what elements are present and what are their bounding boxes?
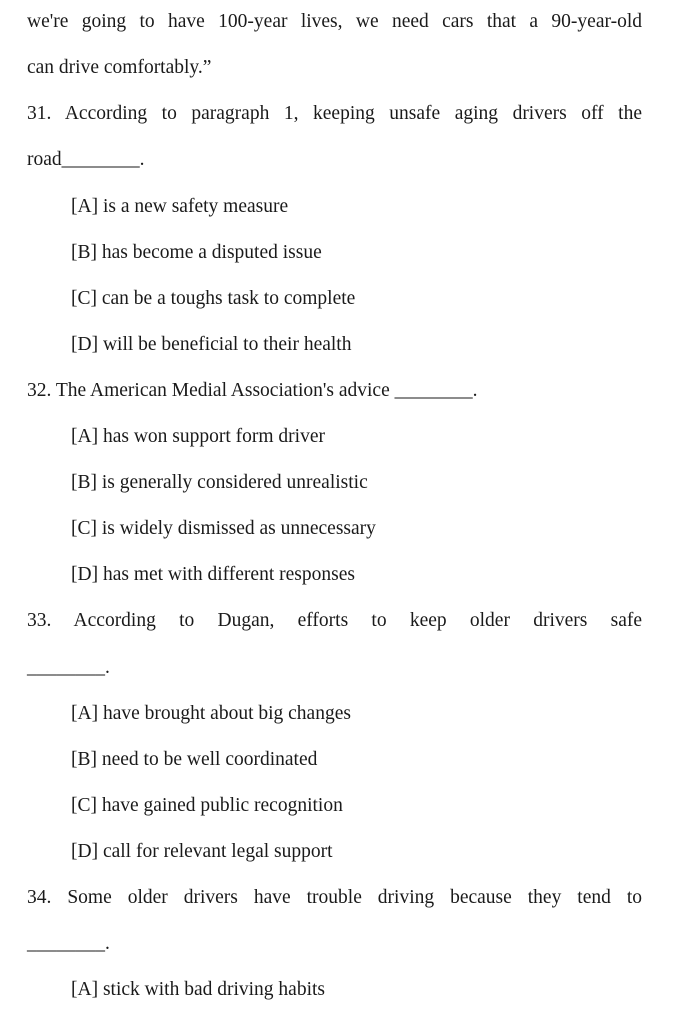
question-33-option-b: [B] need to be well coordinated: [71, 749, 318, 770]
question-33-stem-cont: ________.: [27, 657, 110, 678]
question-34-stem-cont: ________.: [27, 933, 110, 954]
question-33-option-c: [C] have gained public recognition: [71, 795, 343, 816]
question-31-option-b: [B] has become a disputed issue: [71, 242, 322, 263]
question-31-stem-cont: road________.: [27, 149, 145, 170]
question-32-option-c: [C] is widely dismissed as unnecessary: [71, 518, 376, 539]
question-34-stem: 34. Some older drivers have trouble driving because they tend to: [27, 887, 642, 908]
question-32-stem: 32. The American Medial Association's advice ________.: [27, 380, 478, 401]
question-32-option-b: [B] is generally considered unrealistic: [71, 472, 368, 493]
passage-line: can drive comfortably.”: [27, 57, 212, 78]
question-34-option-a: [A] stick with bad driving habits: [71, 979, 326, 1000]
question-31-option-c: [C] can be a toughs task to complete: [71, 288, 356, 309]
question-31-stem: 31. According to paragraph 1, keeping unsafe aging drivers off the: [27, 103, 642, 124]
question-32-option-a: [A] has won support form driver: [71, 426, 325, 447]
question-33-option-a: [A] have brought about big changes: [71, 703, 351, 724]
question-33-option-d: [D] call for relevant legal support: [71, 841, 333, 862]
question-31-option-d: [D] will be beneficial to their health: [71, 334, 352, 355]
question-33-stem: 33. According to Dugan, efforts to keep older drivers safe: [27, 610, 642, 631]
question-32-option-d: [D] has met with different responses: [71, 564, 355, 585]
question-31-option-a: [A] is a new safety measure: [71, 196, 289, 217]
passage-line: we're going to have 100-year lives, we need cars that a 90-year-old: [27, 11, 642, 32]
